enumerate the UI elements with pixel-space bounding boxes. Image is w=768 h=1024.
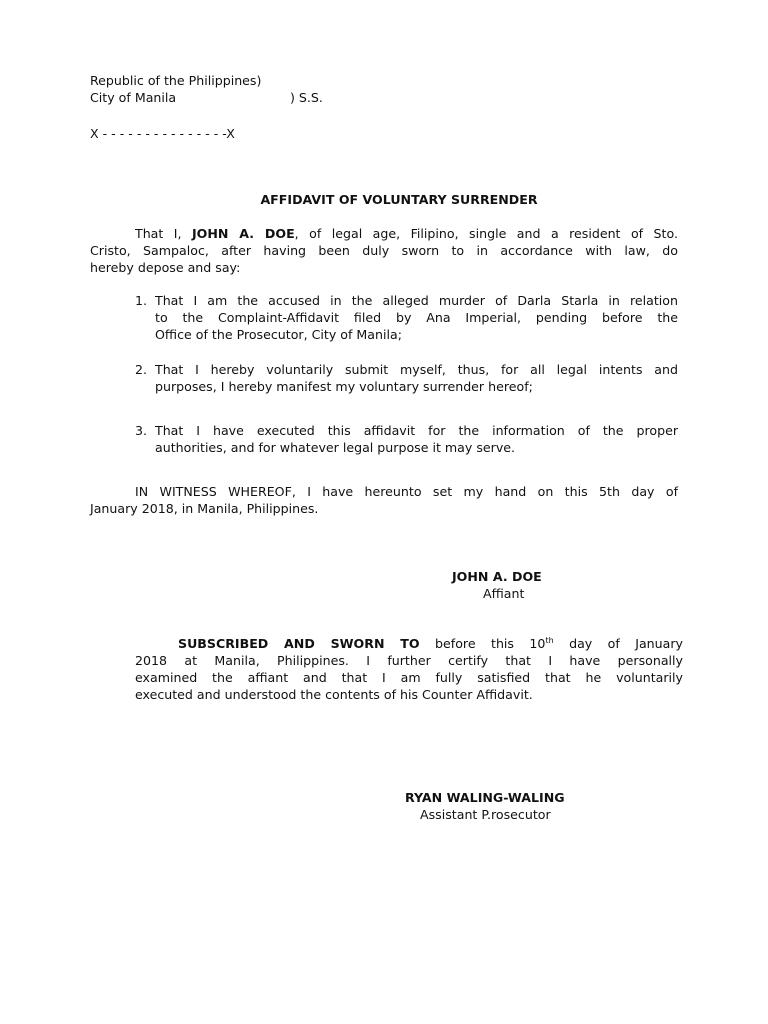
caption-city: City of Manila [90,90,177,105]
item-2-line-1: That I hereby voluntarily submit myself, thus, for all legal intents and [155,362,678,377]
item-1-line-1: That I am the accused in the alleged murder of Darla Starla in relation [155,293,678,308]
witness-line-2: January 2018, in Manila, Philippines. [90,501,319,516]
intro-lead: That I, [135,226,182,241]
jurat-line-4: executed and understood the contents of his Counter Affidavit. [135,687,533,702]
caption-separator: X - - - - - - - - - - - - - - -X [90,126,235,141]
jurat-sup: th [545,635,554,645]
item-3-line-1: That I have executed this affidavit for the information of the proper [155,423,678,438]
document-title: AFFIDAVIT OF VOLUNTARY SURRENDER [260,192,538,207]
jurat-heading: SUBSCRIBED AND SWORN TO [178,636,420,651]
intro-line-3: hereby depose and say: [90,260,241,275]
affiant-name-inline: JOHN A. DOE [191,226,295,241]
caption-ss: ) S.S. [290,90,323,105]
prosecutor-role: Assistant P.rosecutor [420,807,551,822]
item-1-number: 1. [135,293,148,308]
item-2-line-2: purposes, I hereby manifest my voluntary surrender hereof; [155,379,533,394]
jurat-text-b: day of January [569,636,683,651]
item-3-number: 3. [135,423,148,438]
intro-line-1 [135,225,678,242]
witness-line-1: IN WITNESS WHEREOF, I have hereunto set my hand on this 5th day of [135,484,678,499]
item-3-line-2: authorities, and for whatever legal purpose it may serve. [155,440,516,455]
jurat-line-3: examined the affiant and that I am fully satisfied that he voluntarily [135,670,683,685]
affiant-role: Affiant [483,586,525,601]
jurat-line-1 [178,635,683,652]
intro-rest: , of legal age, Filipino, single and a resident of Sto. [294,226,678,241]
item-1-line-3: Office of the Prosecutor, City of Manila; [155,327,402,342]
jurat-text-a: before this 10 [435,636,546,651]
item-2-number: 2. [135,362,148,377]
jurat-line-2: 2018 at Manila, Philippines. I further certify that I have personally [135,653,683,668]
intro-line-2: Cristo, Sampaloc, after having been duly sworn to in accordance with law, do [90,243,678,258]
item-1-line-2: to the Complaint-Affidavit filed by Ana Imperial, pending before the [155,310,678,325]
caption-republic: Republic of the Philippines) [90,73,262,88]
prosecutor-name: RYAN WALING-WALING [405,790,565,805]
affiant-signature-name: JOHN A. DOE [452,569,542,584]
